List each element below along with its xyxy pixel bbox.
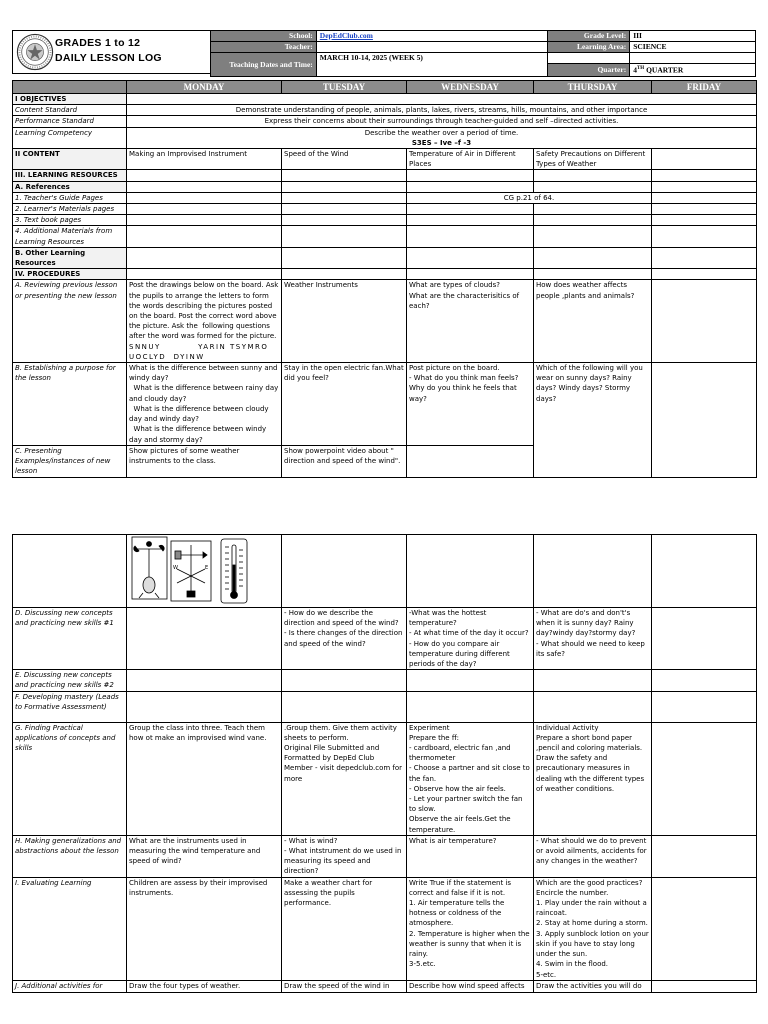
grade-level-label: Grade Level: (548, 31, 630, 42)
procedure-b-tuesday: Stay in the open electric fan.What did you feel? (282, 363, 407, 446)
procedure-i-monday: Children are assess by their improvised instruments. (127, 877, 282, 980)
quarter-value (630, 64, 756, 77)
procedure-i-label: I. Evaluating Learning (13, 877, 127, 980)
procedure-g-wednesday: Experiment Prepare the ff: - cardboard, electric fan ,and thermometer - Choose a partner and sit close to the fan. - Observe how the air feels. - Let your partner switch the fan to slow. Observe the air feels.Get the temperature. (407, 722, 534, 835)
references-label: A. References (13, 181, 127, 192)
procedure-j-label: J. Additional activities for (13, 980, 127, 992)
day-header-friday: FRIDAY (652, 81, 757, 94)
objectives-section: I OBJECTIVES (13, 94, 127, 105)
wind-vane-icon (171, 541, 211, 601)
learning-area-value: SCIENCE (630, 42, 756, 53)
performance-standard-label: Performance Standard (13, 116, 127, 127)
procedure-a-label: A. Reviewing previous lesson or presenting the new lesson (13, 280, 127, 363)
thermometer-icon (221, 539, 247, 603)
procedure-a-monday-text: Post the drawings below on the board. Ask the pupils to arrange the letters to form the words describing the pictures posted on the board. Post the correct word above the picture. Ask the following questions after the word was formed for the picture. (129, 281, 281, 341)
svg-text:W: W (173, 565, 178, 571)
procedure-i-wednesday: Write True if the statement is correct and false if it is not. 1. Air temperature tells the hotness or coldness of the atmosphere. 2. Temperature is higher when the weather is sunny that when it is rainy. 3-5.etc. (407, 877, 534, 980)
content-standard-label: Content Standard (13, 105, 127, 116)
content-thursday: Safety Precautions on Different Types of Weather (534, 149, 652, 170)
procedure-d-thursday: - What are do's and don't's when it is sunny day? Rainy day?windy day?stormy day? - What should we need to keep its safe? (534, 608, 652, 670)
teacher-value (316, 42, 548, 53)
quarter-word: QUARTER (644, 65, 684, 75)
corner-cell (13, 81, 127, 94)
procedure-c-tuesday: Show powerpoint video about " direction and speed of the wind". (282, 445, 407, 477)
procedure-a-thursday: How does weather affects people ,plants and animals? (534, 280, 652, 363)
procedure-i-thursday: Which are the good practices? Encircle the number. 1. Play under the rain without a raincoat. 2. Stay at home during a storm. 3. Apply sunblock lotion on your skin if you have to stay long under the sun. 4. Swim in the flood. 5-etc. (534, 877, 652, 980)
procedure-j-thursday: Draw the activities you will do (534, 980, 652, 992)
teacher-label: Teacher: (211, 42, 317, 53)
title-line-1: GRADES 1 to 12 (55, 37, 141, 49)
content-section: II CONTENT (13, 149, 127, 170)
learners-materials-label: 2. Learner's Materials pages (13, 204, 127, 215)
teaching-dates-value: MARCH 10-14, 2025 (WEEK 5) (316, 53, 548, 77)
day-header-wednesday: WEDNESDAY (407, 81, 534, 94)
teachers-guide-label: 1. Teacher's Guide Pages (13, 192, 127, 203)
learning-competency-cell (127, 127, 757, 148)
procedure-i-tuesday: Make a weather chart for assessing the pupils performance. (282, 877, 407, 980)
procedure-j-monday: Draw the four types of weather. (127, 980, 282, 992)
procedure-d-tuesday: - How do we describe the direction and speed of the wind? - Is there changes of the direction and speed of the wind? (282, 608, 407, 670)
title-line-2: DAILY LESSON LOG (55, 52, 162, 64)
content-friday (652, 149, 757, 170)
anemometer-icon (132, 537, 167, 599)
learning-area-label: Learning Area: (548, 42, 630, 53)
procedure-j-wednesday: Describe how wind speed affects (407, 980, 534, 992)
procedure-h-label: H. Making generalizations and abstractions about the lesson (13, 835, 127, 877)
quarter-label: Quarter: (548, 64, 630, 77)
quarter-number: 4 (633, 65, 637, 75)
day-header-thursday: THURSDAY (534, 81, 652, 94)
school-value[interactable]: DepEdClub.com (316, 31, 548, 42)
procedure-h-wednesday: What is air temperature? (407, 835, 534, 877)
scrambled-words-1: SNNUY YARIN TSYMRO (129, 342, 269, 351)
quarter-suffix: TH (636, 66, 645, 71)
teaching-dates-label: Teaching Dates and Time: (211, 53, 317, 77)
procedure-g-thursday: Individual Activity Prepare a short bond paper ,pencil and coloring materials. Draw the safety and precautionary measures in dealing wth the different types of weather conditions. (534, 722, 652, 835)
weather-instruments-icon (129, 535, 279, 605)
lesson-log-table-1 (12, 80, 757, 478)
grade-level-value: III (630, 31, 756, 42)
blank-cell (127, 94, 757, 105)
procedure-a-wednesday: What are types of clouds? What are the characterisitics of each? (407, 280, 534, 363)
procedure-b-monday: What is the difference between sunny and windy day? What is the difference between rainy day and cloudy day? What is the difference between cloudy day and windy day? What is the difference between windy day and stormy day? (127, 363, 282, 446)
content-wednesday: Temperature of Air in Different Places (407, 149, 534, 170)
competency-code: S3ES – Ive –f -3 (411, 138, 472, 147)
content-monday: Making an Improvised Instrument (127, 149, 282, 170)
lesson-log-table-2 (12, 534, 757, 993)
title-box (12, 30, 210, 74)
procedure-c-monday: Show pictures of some weather instruments to the class. (127, 445, 282, 477)
blank-cell (548, 53, 630, 64)
procedure-b-label: B. Establishing a purpose for the lesson (13, 363, 127, 446)
weather-instruments-pictures (127, 535, 282, 608)
procedure-g-tuesday: .Group them. Give them activity sheets to perform. Original File Submitted and Formatted by DepEd Club Member - visit depedclub.com for more (282, 722, 407, 835)
procedures-section: IV. PROCEDURES (13, 269, 127, 280)
deped-seal-icon (16, 33, 54, 71)
procedure-d-label: D. Discussing new concepts and practicing new skills #1 (13, 608, 127, 670)
content-standard-text: Demonstrate understanding of people, animals, plants, lakes, rivers, streams, hills, mountains, and other importance (127, 105, 757, 116)
other-resources-label: B. Other Learning Resources (13, 247, 127, 268)
procedure-d-wednesday: -What was the hottest temperature? - At what time of the day it occur? - How do you compare air temperature during different periods of the day? (407, 608, 534, 670)
svg-text:E: E (205, 565, 209, 571)
procedure-h-tuesday: - What is wind? - What intstrument do we used in measuring its speed and direction? (282, 835, 407, 877)
procedure-h-monday: What are the instruments used in measuring the wind temperature and speed of wind? (127, 835, 282, 877)
scrambled-words-2: UOCLYD DYINW (129, 352, 205, 361)
procedure-b-thursday: Which of the following will you wear on sunny days? Rainy days? Windy days? Stormy days? (534, 363, 652, 478)
procedure-g-label: G. Finding Practical applications of concepts and skills (13, 722, 127, 835)
header-info-table (210, 30, 756, 77)
school-label: School: (211, 31, 317, 42)
procedure-e-label: E. Discussing new concepts and practicing new skills #2 (13, 670, 127, 691)
procedure-a-monday (127, 280, 282, 363)
learning-resources-section: III. LEARNING RESOURCES (13, 170, 127, 181)
blank-cell (630, 53, 756, 64)
teachers-guide-value: CG p.21 of 64. (407, 192, 652, 203)
procedure-h-thursday: - What should we do to prevent or avoid ailments, accidents for any changes in the weather? (534, 835, 652, 877)
content-tuesday: Speed of the Wind (282, 149, 407, 170)
additional-materials-label: 4. Additional Materials from Learning Resources (13, 226, 127, 247)
textbook-pages-label: 3. Text book pages (13, 215, 127, 226)
procedure-b-wednesday: Post picture on the board. - What do you think man feels? Why do you think he feels that way? (407, 363, 534, 446)
day-header-tuesday: TUESDAY (282, 81, 407, 94)
procedure-g-monday: Group the class into three. Teach them how ot make an improvised wind vane. (127, 722, 282, 835)
procedure-c-label: C. Presenting Examples/instances of new lesson (13, 445, 127, 477)
performance-standard-text: Express their concerns about their surroundings through teacher-guided and self –directed activities. (127, 116, 757, 127)
learning-competency-label: Learning Competency (13, 127, 127, 148)
header (12, 30, 756, 74)
procedure-a-tuesday: Weather Instruments (282, 280, 407, 363)
procedure-j-tuesday: Draw the speed of the wind in (282, 980, 407, 992)
procedure-f-label: F. Developing mastery (Leads to Formative Assessment) (13, 691, 127, 722)
day-header-monday: MONDAY (127, 81, 282, 94)
learning-competency-text: Describe the weather over a period of time. (364, 128, 519, 137)
